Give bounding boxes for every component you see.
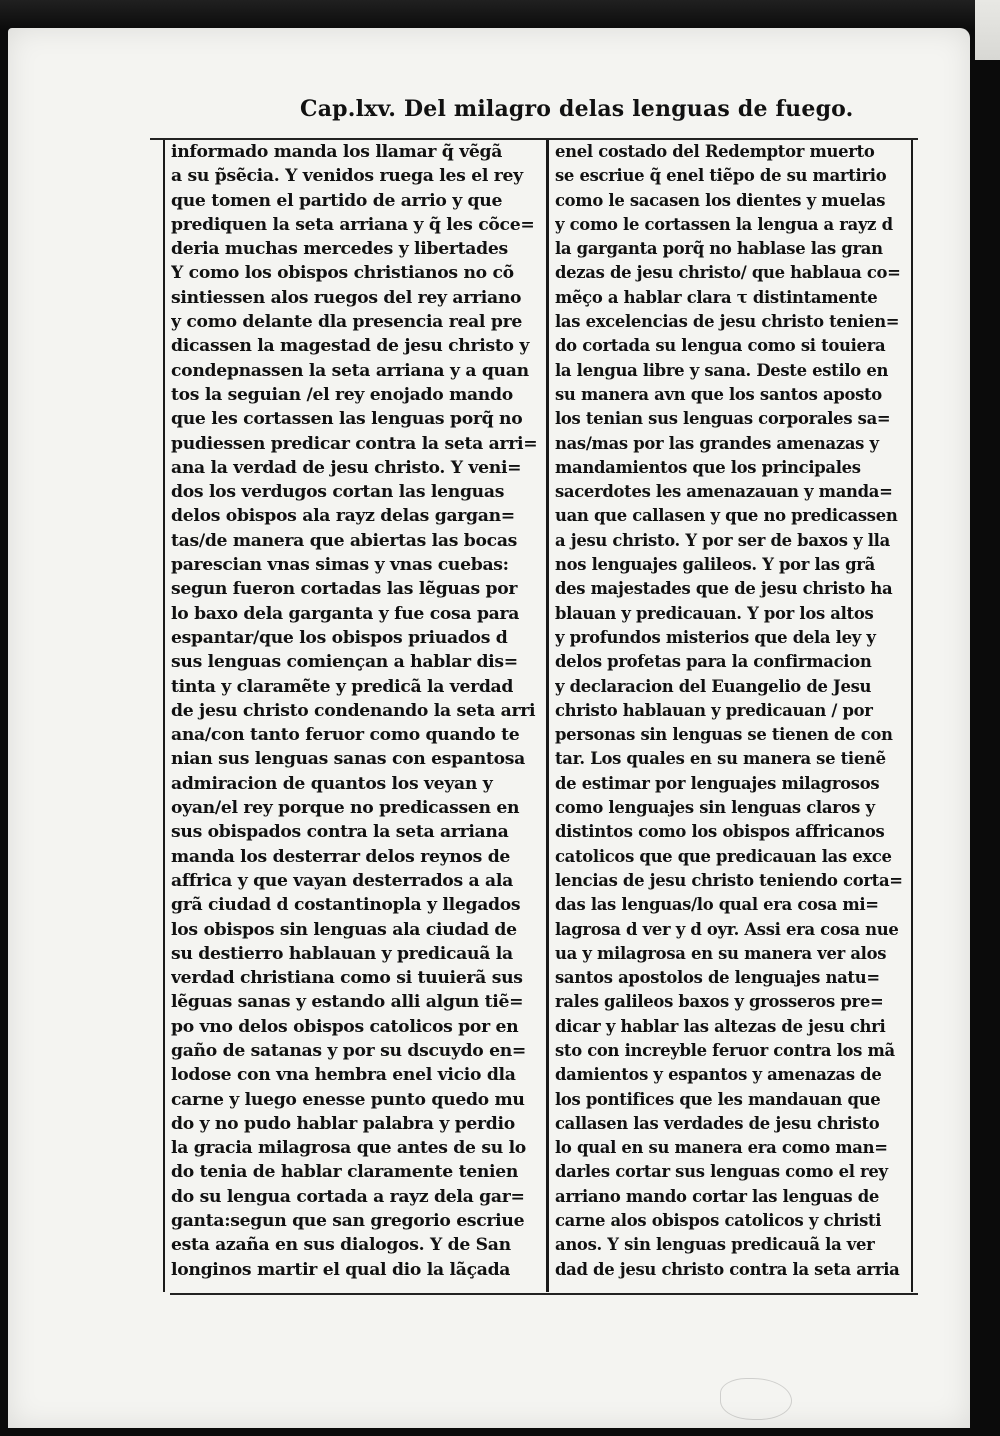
text-line: tos la seguian /el rey enojado mando: [171, 384, 513, 405]
text-line: damientos y espantos y amenazas de: [555, 1065, 882, 1085]
text-line: de estimar por lenguajes milagrosos: [555, 773, 880, 793]
text-line: y profundos misterios que dela ley y: [555, 627, 876, 647]
text-line: y declaracion del Euangelio de Jesu: [555, 676, 872, 696]
text-line: das las lenguas/lo qual era cosa mi=: [555, 895, 879, 915]
text-line: darles cortar sus lenguas como el rey: [555, 1162, 888, 1182]
page-header: Cap.lxv. Del milagro delas lenguas de fuego.: [300, 96, 854, 122]
text-line: catolicos que que predicauan las exce: [555, 846, 892, 866]
text-line: a jesu christo. Y por ser de baxos y lla: [555, 530, 890, 550]
text-line: esta azaña en sus dialogos. Y de San: [171, 1235, 511, 1256]
text-line: christo hablauan y predicauan / por: [555, 700, 873, 720]
text-line: carne y luego enesse punto quedo mu: [171, 1089, 525, 1110]
text-line: que les cortassen las lenguas porq̃ no: [171, 409, 523, 430]
text-line: los pontifices que les mandauan que: [555, 1089, 881, 1109]
stain-mark: [720, 1378, 792, 1420]
left-text-column: [163, 140, 548, 1292]
text-line: anos. Y sin lenguas predicauã la ver: [555, 1235, 875, 1255]
text-line: enel costado del Redemptor muerto: [555, 142, 875, 161]
text-line: se escriue q̃ enel tiẽpo de su martirio: [555, 166, 887, 186]
text-line: carne alos obispos catolicos y christi: [555, 1211, 882, 1231]
text-line: do cortada su lengua como si touiera: [555, 336, 886, 356]
text-line: callasen las verdades de jesu christo: [555, 1113, 880, 1133]
text-line: sus lenguas comiençan a hablar dis=: [171, 652, 518, 673]
text-line: tas/de manera que abiertas las bocas: [171, 530, 518, 551]
text-line: uan que callasen y que no predicassen: [555, 506, 898, 526]
text-line: blauan y predicauan. Y por los altos: [555, 603, 874, 623]
text-line: do tenia de hablar claramente tenien: [171, 1162, 519, 1183]
text-line: ua y milagrosa en su manera ver alos: [555, 943, 887, 963]
text-line: que tomen el partido de arrio y que: [171, 190, 503, 211]
text-line: la gracia milagrosa que antes de su lo: [171, 1138, 526, 1159]
text-line: distintos como los obispos affricanos: [555, 822, 885, 842]
text-line: lagrosa d ver y d oyr. Assi era cosa nue: [555, 919, 899, 939]
text-line: la garganta porq̃ no hablase las gran: [555, 239, 883, 259]
text-line: affrica y que vayan desterrados a ala: [171, 870, 513, 891]
right-text-column: [547, 140, 913, 1292]
text-line: a su p̃sẽcia. Y venidos ruega les el rey: [171, 166, 523, 187]
adjacent-page-edge: [975, 0, 1000, 60]
text-line: pudiessen predicar contra la seta arri=: [171, 433, 538, 454]
text-line: de jesu christo condenando la seta arri: [171, 700, 536, 721]
text-line: admiracion de quantos los veyan y: [171, 773, 493, 794]
text-line: tar. Los quales en su manera se tienẽ: [555, 749, 886, 769]
text-line: segun fueron cortadas las lẽguas por: [171, 579, 518, 600]
text-line: santos apostolos de lenguajes natu=: [555, 968, 880, 988]
text-line: espantar/que los obispos priuados d: [171, 627, 508, 648]
text-line: lẽguas sanas y estando alli algun tiẽ=: [171, 992, 524, 1013]
text-line: dos los verdugos cortan las lenguas: [171, 482, 505, 503]
text-line: grã ciudad d costantinopla y llegados: [171, 895, 521, 916]
text-line: su destierro hablauan y predicauã la: [171, 943, 513, 964]
text-line: las excelencias de jesu christo tenien=: [555, 312, 900, 332]
text-line: sacerdotes les amenazauan y manda=: [555, 482, 893, 502]
text-line: sto con increyble feruor contra los mã: [555, 1040, 895, 1060]
text-line: como lenguajes sin lenguas claros y: [555, 798, 875, 818]
text-line: lodose con vna hembra enel vicio dla: [171, 1065, 516, 1086]
text-line: lo qual en su manera era como man=: [555, 1138, 888, 1158]
text-line: informado manda los llamar q̃ vẽgã: [171, 142, 503, 162]
text-line: po vno delos obispos catolicos por en: [171, 1016, 519, 1037]
text-line: sus obispados contra la seta arriana: [171, 822, 509, 843]
text-line: manda los desterrar delos reynos de: [171, 846, 511, 867]
text-line: parescian vnas simas y vnas cuebas:: [171, 555, 509, 576]
text-line: sintiessen alos ruegos del rey arriano: [171, 287, 522, 308]
text-line: do y no pudo hablar palabra y perdio: [171, 1113, 515, 1134]
text-line: dad de jesu christo contra la seta arria: [555, 1259, 900, 1279]
text-line: nian sus lenguas sanas con espantosa: [171, 749, 525, 770]
text-line: nos lenguajes galileos. Y por las grã: [555, 555, 875, 575]
text-line: oyan/el rey porque no predicassen en: [171, 798, 520, 819]
text-line: los tenian sus lenguas corporales sa=: [555, 409, 891, 429]
text-line: mẽço a hablar clara τ distintamente: [555, 287, 878, 307]
text-line: los obispos sin lenguas ala ciudad de: [171, 919, 517, 940]
text-line: des majestades que de jesu christo ha: [555, 579, 893, 599]
text-line: y como le cortassen la lengua a rayz d: [555, 214, 893, 234]
text-line: rales galileos baxos y grosseros pre=: [555, 992, 884, 1012]
text-line: y como delante dla presencia real pre: [171, 312, 522, 333]
text-line: ana/con tanto feruor como quando te: [171, 725, 520, 746]
text-line: lo baxo dela garganta y fue cosa para: [171, 603, 520, 624]
scan-top-background: [0, 0, 975, 30]
text-line: lencias de jesu christo teniendo corta=: [555, 870, 903, 890]
text-line: mandamientos que los principales: [555, 457, 861, 477]
text-line: prediquen la seta arriana y q̃ les cõce=: [171, 214, 535, 235]
text-line: dezas de jesu christo/ que hablaua co=: [555, 263, 901, 283]
text-line: longinos martir el qual dio la lãçada: [171, 1259, 511, 1280]
text-line: dicar y hablar las altezas de jesu chri: [555, 1016, 886, 1036]
text-line: delos obispos ala rayz delas gargan=: [171, 506, 515, 527]
text-line: ana la verdad de jesu christo. Y veni=: [171, 457, 522, 478]
text-line: su manera avn que los santos aposto: [555, 384, 882, 404]
text-line: dicassen la magestad de jesu christo y: [171, 336, 530, 357]
text-line: arriano mando cortar las lenguas de: [555, 1186, 880, 1206]
text-line: gaño de satanas y por su dscuydo en=: [171, 1040, 527, 1061]
text-line: nas/mas por las grandes amenazas y: [555, 433, 879, 453]
text-line: como le sacasen los dientes y muelas: [555, 190, 886, 210]
text-line: condepnassen la seta arriana y a quan: [171, 360, 529, 381]
text-line: delos profetas para la confirmacion: [555, 652, 872, 672]
text-line: do su lengua cortada a rayz dela gar=: [171, 1186, 525, 1207]
text-line: ganta:segun que san gregorio escriue: [171, 1211, 525, 1232]
text-line: verdad christiana como si tuuierã sus: [171, 968, 523, 989]
bottom-rule: [170, 1293, 918, 1295]
text-line: personas sin lenguas se tienen de con: [555, 725, 893, 745]
text-line: deria muchas mercedes y libertades: [171, 239, 508, 260]
text-line: la lengua libre y sana. Deste estilo en: [555, 360, 889, 380]
text-line: Y como los obispos christianos no cõ: [171, 263, 514, 284]
text-line: tinta y claramẽte y predicã la verdad: [171, 676, 514, 697]
